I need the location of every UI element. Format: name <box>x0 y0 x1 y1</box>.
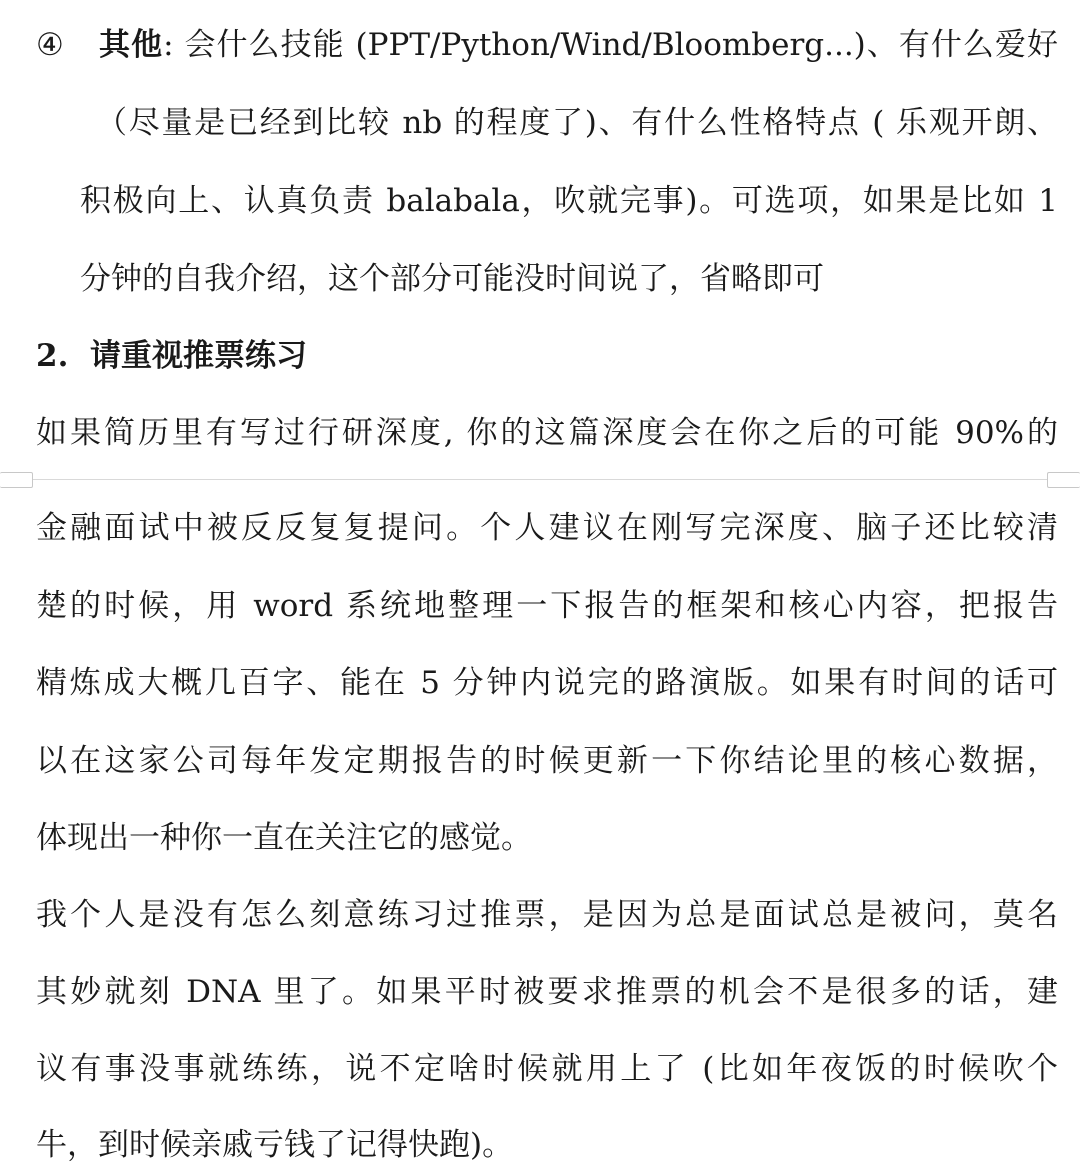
paragraph2-line-4: 牛，到时候亲戚亏钱了记得快跑)。 <box>36 1127 514 1163</box>
paragraph2-line-2: 其妙就刻 DNA 里了。如果平时被要求推票的机会不是很多的话，建 <box>36 974 1058 1010</box>
item4-text-1: : 会什么技能 (PPT/Python/Wind/Bloomberg...)、有什么爱好 <box>163 27 1058 63</box>
item4-heading: 其他 <box>98 27 164 63</box>
paragraph1-line-3: 楚的时候，用 word 系统地整理一下报告的框架和核心内容，把报告 <box>36 588 1058 624</box>
paragraph1-line-2: 金融面试中被反反复复提问。个人建议在刚写完深度、脑子还比较清 <box>36 510 1058 546</box>
paragraph1-line-6: 体现出一种你一直在关注它的感觉。 <box>36 820 532 856</box>
page-corner-left-marker <box>0 472 33 488</box>
paragraph1-line-4: 精炼成大概几百字、能在 5 分钟内说完的路演版。如果有时间的话可 <box>36 665 1058 701</box>
paragraph1-line-5: 以在这家公司每年发定期报告的时候更新一下你结论里的核心数据， <box>36 743 1058 779</box>
paragraph1-line-1: 如果简历里有写过行研深度, 你的这篇深度会在你之后的可能 90%的 <box>36 415 1058 451</box>
page-break-line <box>0 479 1080 480</box>
section-title: 请重视推票练习 <box>89 338 307 374</box>
paragraph2-line-3: 议有事没事就练练，说不定啥时候就用上了 (比如年夜饭的时候吹个 <box>36 1051 1058 1087</box>
circled-number-4-marker: ④ <box>36 27 64 63</box>
page-corner-right-marker <box>1047 472 1080 488</box>
item4-line-2: （尽量是已经到比较 nb 的程度了)、有什么性格特点 ( 乐观开朗、 <box>96 105 1058 141</box>
item4-line-3: 积极向上、认真负责 balabala，吹就完事)。可选项，如果是比如 1 <box>80 183 1058 219</box>
section-number: 2. <box>36 338 69 374</box>
paragraph2-line-1: 我个人是没有怎么刻意练习过推票，是因为总是面试总是被问，莫名 <box>36 897 1058 933</box>
section-heading <box>36 336 1058 376</box>
item4-line-1 <box>36 25 1058 65</box>
item4-line-4: 分钟的自我介绍，这个部分可能没时间说了，省略即可 <box>80 261 824 297</box>
